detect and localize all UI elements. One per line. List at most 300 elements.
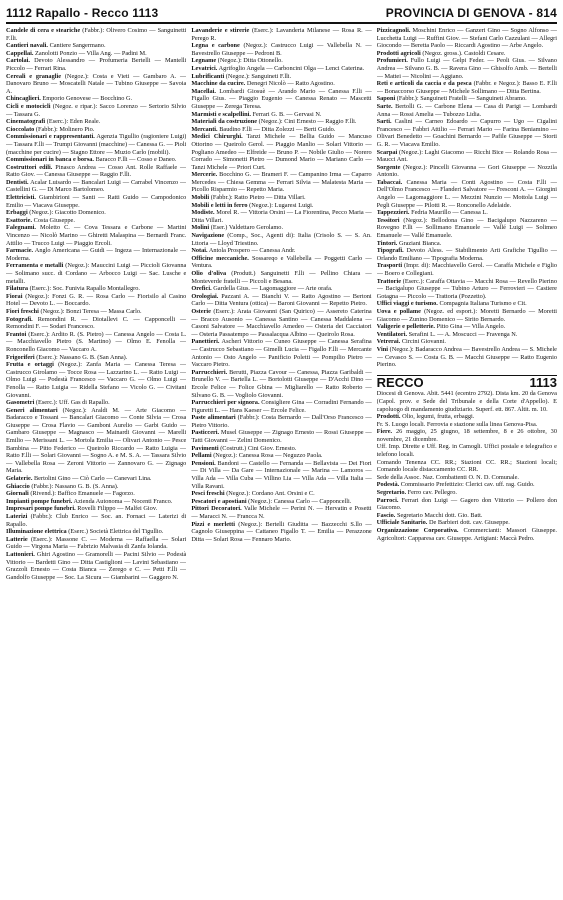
directory-entry bbox=[191, 202, 371, 210]
entry-heading: Sarte. bbox=[376, 102, 393, 110]
entry-text: (Comp., Soc., Agenti di): Italia (Crisolo S. — S. An. Lttoria — Lloyd Triestino. bbox=[191, 232, 372, 247]
recco-heading bbox=[376, 374, 557, 390]
entry-heading: Lavanderie e stirerie bbox=[191, 27, 250, 34]
entry-text: Valle Michele — Perini N. — Hervatin e Posetti — Maracci N. — Francca N. bbox=[191, 505, 372, 520]
entry-heading: Vini bbox=[376, 345, 388, 353]
entry-heading: Trasporti bbox=[376, 262, 403, 270]
entry-text: (Negoz. ed esport.): Moretti Bernardo — Moretti Giacomo — Zunino Domenico — Sirito Bernardo. bbox=[376, 307, 557, 323]
directory-entry bbox=[6, 316, 186, 331]
entry-heading: Parrucchieri per signora. bbox=[191, 399, 260, 407]
entry-heading: Fotografi. bbox=[6, 315, 33, 323]
directory-entry bbox=[377, 247, 557, 262]
entry-text: (Fabbr.): Ratto Pietro — Ditta Villari. bbox=[210, 194, 306, 202]
header-rule bbox=[6, 22, 557, 24]
entry-text: Musel Giuseppe — Zignago Ernesto — Rossi Giuseppe — Tatti Giovanni — Zelini Domenico. bbox=[191, 429, 372, 445]
entry-heading: Pescatori e apostiani bbox=[191, 497, 247, 505]
entry-text: Circini Giovanni. bbox=[401, 338, 446, 346]
directory-entry bbox=[6, 505, 186, 513]
entry-text: Fedria Maurillo — Canessa L. bbox=[411, 209, 488, 217]
entry-heading: Lubrificanti bbox=[191, 72, 225, 80]
entry-text: (Negoz.): Ditta Ottonello. bbox=[217, 57, 283, 65]
entry-heading: Tabaccai. bbox=[376, 178, 403, 186]
entry-text: Agenzia Tigullio (ragioniere Luigi) — Tassara F.lli — Trumpi Giovanni (macchine) — Canessa G. — Pioli (macchine per cucire) — Stagno Ettore — Muzio Carlo (mobili). bbox=[6, 133, 187, 156]
directory-entry bbox=[191, 498, 371, 506]
entry-text: (Eserc.): Nassano G. B. (San Anna). bbox=[36, 353, 128, 361]
entry-heading: Pasticceri. bbox=[191, 429, 220, 437]
directory-entry bbox=[191, 232, 371, 247]
directory-entry bbox=[377, 118, 557, 148]
entry-heading: Parroci. bbox=[376, 496, 399, 504]
directory-entry bbox=[377, 103, 557, 118]
entry-text: Azienda Autonoma — Nocenti Franco. bbox=[73, 497, 173, 505]
entry-heading: Scarpai bbox=[376, 148, 398, 156]
directory-entry bbox=[191, 209, 371, 224]
directory-entry bbox=[6, 407, 186, 475]
entry-heading: Modiste. bbox=[191, 209, 215, 217]
entry-heading: Reti e articoli da caccia e da pesca bbox=[376, 80, 472, 88]
column-1 bbox=[6, 27, 186, 895]
entry-heading: Medici Chirurghi. bbox=[191, 133, 243, 141]
directory-entry bbox=[377, 262, 557, 277]
directory-entry bbox=[6, 103, 186, 118]
entry-heading: Falegnami. bbox=[6, 224, 36, 232]
entry-heading: Cantieri navali. bbox=[6, 42, 48, 50]
column-3 bbox=[377, 27, 557, 895]
entry-text: Gardella Gius. — Lagomaggiore — Arte orafa. bbox=[213, 285, 333, 293]
entry-text: (Negoz.): Pincelli Giovanna — Gori Giuseppe — Nozzila Antonio. bbox=[376, 163, 557, 179]
entry-text: Moletto C. — Cova Tessara e Carbone — Martini Vincenzo — Nicolò Marino — Ghiretti Malaspina — Bernardi Franc. Attilio — Trucco Luigi — Piaggio Ercoli. bbox=[6, 224, 187, 247]
entry-text: Pazzani A. — Bianchi V. — Ratto Agostino — Bertoni Carlo — Ditta Ventura (ottica) — Baroni Giovanni — Repetto Pietro. bbox=[191, 292, 372, 308]
directory-entry bbox=[6, 126, 186, 134]
entry-text: Commissario Prefettizio: Clerici cav. uff. rag. Guido. bbox=[400, 481, 535, 489]
directory-entry bbox=[191, 308, 371, 338]
directory-entry bbox=[6, 354, 186, 362]
directory-entry bbox=[6, 293, 186, 308]
directory-entry bbox=[191, 460, 371, 490]
entry-heading: Chincaglieri. bbox=[6, 95, 41, 103]
entry-heading: Sorgente bbox=[376, 163, 401, 171]
entry-heading: Cioccolato bbox=[6, 125, 35, 133]
entry-heading: Pellami bbox=[191, 452, 212, 460]
recco-title: RECCO bbox=[376, 374, 424, 390]
entry-heading: Frigoriferi bbox=[6, 353, 35, 361]
entry-text: (Eserc.): Arata Giovanni (San Quirico) — Assereto Caterina — Bracco Ausonio — Canessa Santino — Canessa Maddalena — Casoni Salvatore — Macchiavello Amedeo — Osteria dei Cacciatori — Osteria Passatempo — Passalacqua Albino — Queirolo Rosa. bbox=[191, 307, 372, 338]
entry-heading: Latterie bbox=[6, 535, 28, 543]
directory-entry bbox=[6, 551, 186, 581]
directory-entry bbox=[377, 527, 557, 542]
entry-text: Acalar Luisardo — Bancalari Luigi — Carrabel Vincenzo — Castellini G. — Di Marco Bartolomeo. bbox=[6, 178, 187, 194]
directory-entry bbox=[191, 118, 371, 126]
entry-text: Compagnia Italiana Turismo e Cit. bbox=[439, 300, 527, 308]
entry-heading: Navigazione bbox=[191, 232, 225, 240]
entry-heading: Fascio. bbox=[376, 511, 396, 519]
entry-text: Pitto Gina — Villa Angelo. bbox=[436, 323, 506, 331]
entry-heading: Prodotti agricoli bbox=[376, 49, 421, 57]
entry-text: (Negoz.): Bonzi Teresa — Massa Carlo. bbox=[40, 307, 142, 315]
entry-heading: Elettricisti. bbox=[6, 194, 36, 202]
entry-heading: Uffici viaggi e turismo. bbox=[376, 300, 438, 308]
directory-entry bbox=[191, 57, 371, 65]
entry-text: Baudino F.lli — Ditta Zolezzi — Berti Guido. bbox=[219, 125, 336, 133]
entry-text: Ferrari G. B. — Gervasi N. bbox=[252, 110, 322, 118]
entry-heading: Ferramenta e metalli bbox=[6, 262, 64, 270]
entry-heading: Tintori. bbox=[376, 239, 398, 247]
directory-entry bbox=[377, 57, 557, 80]
entry-heading: Filatura bbox=[6, 285, 29, 293]
recco-code: 1113 bbox=[529, 374, 557, 390]
directory-entry bbox=[377, 308, 557, 323]
entry-text: Ferro cav. Pellegro. bbox=[407, 489, 457, 497]
entry-text: Moschini Enrico — Ganzeri Gino — Sogno Alfonso — Lucchetta Luigi — Ruffini Giov. — Stefani Carlo Cazzulani — Allegri Giocondo — Beretta Paolo — Riccardi Agostino — Arbe Angelo. bbox=[376, 27, 557, 50]
entry-heading: Ventilatori. bbox=[376, 330, 408, 338]
entry-text: Berutti, Piazza Cavour — Canessa, Piazza Garibaldi — Brunello V. — Bartella L. — Bortolotti Giuseppe — D'Acchi Dino — Ercole Felice — Folice Gbina — Migliarello — Ratto Roberto — Silvano G. B. — Vogliolo Giovanni. bbox=[191, 368, 372, 399]
entry-heading: Profumieri. bbox=[376, 57, 408, 65]
entry-heading: Parrucchieri. bbox=[191, 368, 228, 376]
entry-text: Devoto Aless. — Stabilimento Arti Grafiche Tigullio — Orlando Emiliano — Tipografia Moderna. bbox=[376, 247, 557, 262]
entry-text: Agrifoglio Angela — Carboncini Olga — Lenci Caterina. bbox=[218, 64, 365, 72]
entry-heading: Notai. bbox=[191, 247, 208, 255]
entry-heading: Saponi bbox=[376, 95, 396, 103]
entry-text: (Eserc.): Soc. Funivia Rapallo Montallegro. bbox=[29, 285, 140, 293]
entry-heading: Trattorie bbox=[376, 277, 402, 285]
entry-text: Bandoni — Castello — Fernanda — Bellavista — Dei Fiori — Di Villa — Da Gare — Internazionale — Marina — Lamoros — Villa Ada — Villa Cuba — Villino Lia — Villa Ada — Villa Italia — Villa Ravani. bbox=[191, 459, 372, 490]
directory-entry bbox=[377, 338, 557, 346]
entry-heading: Illuminazione elettrica bbox=[6, 528, 67, 536]
entry-text: Ascheri Vittorio — Cuneo Giuseppe — Canessa Serafina — Castrucco Sebastiano — Gimelli Lucia — Figallo F.lli — Mercante Antonio — Osto Angelo — Panificio Poletti — Pompilio Pietro — Vaccaro Pietro. bbox=[191, 338, 372, 369]
directory-entry bbox=[377, 443, 557, 458]
directory-entry bbox=[191, 445, 371, 453]
directory-entry bbox=[191, 88, 371, 111]
directory-entry bbox=[191, 293, 371, 308]
directory-entry bbox=[377, 459, 557, 474]
entry-text: (Negoz.): Costa e Vieti — Gambaro A. — Danovaro Bruno — Moscatelli Natale — Tubino Giuseppe — Savoia A. bbox=[6, 72, 187, 95]
entry-heading: Tappezzieri. bbox=[376, 209, 410, 217]
directory-entry bbox=[191, 255, 371, 270]
directory-entry bbox=[6, 490, 186, 498]
directory-entry bbox=[6, 224, 186, 247]
entry-text: (Eserc.): Massone C. — Moderna — Raffaella — Solari Guido — Virgona Maria — Fabrizio Malvasia di Zanfa Iolanda. bbox=[6, 535, 187, 551]
directory-entry bbox=[6, 42, 186, 50]
entry-heading: Podestà. bbox=[376, 481, 400, 489]
directory-entry bbox=[377, 278, 557, 301]
directory-entry bbox=[191, 111, 371, 119]
directory-entry bbox=[377, 413, 557, 421]
directory-entry bbox=[377, 489, 557, 497]
directory-entry bbox=[6, 285, 186, 293]
entry-heading: Frutta e ortaggi bbox=[6, 361, 54, 369]
entry-text: Baracco F.lli — Cosso e Daneo. bbox=[95, 156, 177, 164]
entry-heading: Impianti pompe funebri. bbox=[6, 497, 73, 505]
entry-text: (Negoz.): Araldi M. — Arte Giacomo — Badaracco e Tossani — Bancalari Giacomo — Conte Silvia — Crosa Giuseppe — Crosa Flavio — Gamboni Aurelio — Garbi Guido — Gambaro Giuseppe — Magnasco — Mainardi Giovanni — Marelli Emilio — Merissani L. — Mortola Emilia — Olivari Antonio — Pesce Bambina — Pitto Federico — Queirolo Riccardo — Ratto Luigia — Ratto F.lli — Solari Giovanni — Sogno A. e M. S. A. — Tassara Silvio — Vallebella Rosa — Zeroni Vittorio — Zannovaro G. — Zignago Maria. bbox=[6, 406, 187, 475]
directory-entry bbox=[191, 42, 371, 57]
entry-text: (Eserc.): Lavanderia Milanese — Rosa R. — Perego R. bbox=[191, 27, 372, 42]
entry-heading: Mobili e letti in ferro bbox=[191, 201, 248, 209]
entry-text: (Negoz. gross.). Castoldi Cesare. bbox=[422, 49, 506, 57]
entry-heading: Fiere. bbox=[376, 428, 393, 436]
directory-entry bbox=[191, 224, 371, 232]
entry-text: (Fabbr.): Club Enrico — Soc. an. Fornaci — Laterizi di Rapallo. bbox=[6, 513, 187, 528]
entry-text: Olio, legumi, frutta, erbaggi. bbox=[402, 413, 475, 421]
directory-entry bbox=[6, 179, 186, 194]
directory-entry bbox=[191, 338, 371, 368]
directory-entry bbox=[6, 209, 186, 217]
entry-text: (Negoz.): Giacotto Domenico. bbox=[29, 209, 106, 217]
directory-entry bbox=[6, 528, 186, 536]
directory-entry bbox=[6, 27, 186, 42]
entry-text: Devoto Alessandro — Profumeria Bertelli — Mantelli Piccolo — Ferrari Rina. bbox=[6, 57, 187, 72]
entry-text: (Fabbr.): Olivero Cosimo — Sanguinetti F.lli. bbox=[6, 27, 187, 42]
entry-text: Serafini L. — A. Moscucci — Fravenga N. bbox=[408, 330, 518, 338]
entry-text: (Fabbr.): Costa Bernardo — Dall'Orso Francesco — Pietro Vittorio. bbox=[191, 414, 372, 429]
entry-text: Giambirioni — Santi — Ratti Guido — Campodonico Emilio — Viacava Giuseppe. bbox=[6, 194, 187, 209]
entry-text: (Negoz. e ripar.): Sacco Lorenzo — Sertorio Silvio — Tassara G. bbox=[6, 102, 187, 118]
entry-text: Bertolli G. — Carbone Elena — Casa di Parigi — Lombardi Anna — Rossi Amelia — Tubozzo Lidia. bbox=[376, 102, 557, 118]
directory-entry bbox=[377, 421, 557, 429]
entry-heading: Erbaggi bbox=[6, 209, 28, 217]
entry-text: (Negoz.): Bertelli Giuditta — Bazzecchi S.llo — Cagnolo Giuseppina — Cattaneo Figallo T. — Emilia — Perazzone Ditta — Solari Rosa — Fennaro Mario. bbox=[191, 520, 372, 543]
entry-text: (Negoz.): Bellodona Gino — Bacigalupo Nazzareno — Rovegno F.lli — Sollimano Emanuele — Vallé Luigi — Solimeo Emanuele — Vallé Emanuele. bbox=[376, 216, 557, 240]
entry-heading: Olio d'oliva bbox=[191, 270, 227, 277]
entry-heading: Commissionari e rappresentanti. bbox=[6, 133, 95, 141]
directory-entry bbox=[6, 308, 186, 316]
entry-heading: Gasometri bbox=[6, 399, 35, 407]
directory-entry bbox=[191, 247, 371, 255]
entry-heading: Tessitori bbox=[376, 216, 400, 224]
entry-text: Emporio Genovese — Bocchino G. bbox=[42, 95, 133, 103]
directory-entry bbox=[6, 57, 186, 72]
directory-entry bbox=[6, 331, 186, 354]
header-left: 1112 Rapallo - Recco 1113 bbox=[6, 6, 159, 20]
entry-text: (Negoz.): Cini Ernesto — Raggio F.lli. bbox=[258, 118, 357, 126]
entry-heading: Macchine da cucire. bbox=[191, 80, 246, 88]
entry-heading: Cicli e motocicli bbox=[6, 102, 51, 110]
entry-text: (Negoz.): Zanfa Maria — Canessa Teresa — Castrucco Girolamo — Tocce Rosa — Lazzarino L. — Ratto Luigi — Olmo Luigi — Podestà Francesco — Vaccaro G. — Olmo Luigi — Fenolla — Ratto Luigia — Ridella Stefano — Vicolo G. — Civitani Giovanni. bbox=[6, 361, 187, 399]
directory-entry bbox=[377, 497, 557, 512]
directory-entry bbox=[191, 126, 371, 134]
entry-heading: Dentisti. bbox=[6, 178, 29, 186]
directory-entry bbox=[377, 346, 557, 369]
directory-entry bbox=[191, 490, 371, 498]
entry-heading: Osterie bbox=[191, 307, 211, 315]
entry-text: (Fabbr.): Molinero Pio. bbox=[35, 125, 95, 133]
entry-text: (Negoz.): Fonzi G. R. — Rosa Carlo — Fiorisilo al Casino Hotel — Devoto L. — Boccardo. bbox=[6, 292, 187, 308]
directory-entry bbox=[191, 171, 371, 194]
entry-text: (Fabbr. e Negoz.): Basso E. F.lli — Bonaccorso Giuseppe — Michele Sollimano — Ditta Bertina. bbox=[376, 80, 557, 95]
entry-heading: Prodotti. bbox=[376, 413, 401, 421]
column-2 bbox=[191, 27, 371, 895]
directory-entry bbox=[191, 285, 371, 293]
entry-text: De Barbieri dott. cav. Giuseppe. bbox=[428, 519, 510, 527]
entry-text: (Eserc.) Società Elettrica del Tigullio. bbox=[68, 528, 164, 536]
entry-text: (Fabbr.): Sanguineti Fratelli — Sanguineti Abramo. bbox=[396, 95, 527, 103]
directory-entry bbox=[191, 414, 371, 429]
entry-text: (Fabbr.): Nassano G. B. (S. Anna). bbox=[31, 482, 119, 490]
entry-text: Ferrari don Luigi — Gagero don Vittorio — Pollero don Giacomo. bbox=[376, 496, 557, 512]
entry-heading: Ufficiale Sanitario. bbox=[376, 519, 428, 527]
entry-text: (Negoz.): Lugaresi Luigi. bbox=[249, 201, 314, 209]
directory-entry bbox=[6, 513, 186, 528]
entry-text: Sossareqo e Vallebella — Poggetti Carlo — Ventura. bbox=[191, 254, 372, 270]
entry-heading: Macellai. bbox=[191, 87, 216, 95]
header-right: PROVINCIA DI GENOVA - 814 bbox=[385, 6, 557, 20]
directory-entry bbox=[6, 217, 186, 225]
entry-heading: Pizzicagnoli. bbox=[376, 27, 411, 34]
directory-entry bbox=[191, 194, 371, 202]
entry-heading: Fiori freschi bbox=[6, 307, 39, 315]
directory-entry bbox=[6, 247, 186, 262]
entry-heading: Orologiai. bbox=[191, 292, 219, 300]
entry-heading: Vetrerai. bbox=[376, 338, 401, 346]
entry-text: (Eserc.): Eden Reale. bbox=[46, 118, 101, 126]
entry-heading: Valigerie e pelletterie. bbox=[376, 323, 435, 331]
entry-heading: Laterizi bbox=[6, 513, 28, 520]
entry-text: Costa Giuseppe. bbox=[33, 216, 75, 224]
entry-heading: Officine meccaniche. bbox=[191, 254, 249, 262]
entry-heading: Giornali bbox=[6, 490, 29, 498]
entry-text: Denegri Nicolò — Ratto Agostino. bbox=[246, 80, 335, 88]
entry-text: (Negoz.): Cordano Ant. Orsini e C. bbox=[226, 490, 315, 498]
directory-entry bbox=[191, 65, 371, 73]
entry-heading: Uova e pollame bbox=[376, 307, 421, 315]
entry-text: Bertolini Gino — Ciò Carlo — Canevari Lina. bbox=[33, 475, 152, 483]
entry-heading: Cinematografi bbox=[6, 118, 46, 126]
entry-heading: Levatrici. bbox=[191, 64, 218, 72]
entry-heading: Pizzi e merletti bbox=[191, 520, 235, 528]
entry-heading: Cartolai. bbox=[6, 57, 30, 65]
entry-heading: Candele di cera e steariche bbox=[6, 27, 81, 34]
directory-entry bbox=[6, 50, 186, 58]
directory-entry bbox=[191, 73, 371, 81]
entry-text: Fullo Luigi — Gelpi Feder. — Peoli Gius. — Silvano Andrea — Silvano G. B. — Ravera Gino — Ghisolfo Amb. — Bertelli — Mattei — Nicolini — Aggiano. bbox=[376, 57, 557, 80]
entry-text: (Negoz.): Laghi Giacomo — Ricchi Bice — Rolando Rosa — Maucci Ant. bbox=[376, 148, 557, 164]
entry-text: Rovelli Filippo — Malfei Giov. bbox=[77, 505, 158, 513]
directory-entry bbox=[6, 361, 186, 399]
entry-text: (Eserc.): Ardito R. (S. Pietro) — Canessa Angelo — Costa L. — Macchiavello Pietro (S. Martino) — Olmo E. Fenolla — Ronconello Giacomo — Vaccaro A. bbox=[6, 330, 187, 353]
entry-heading: Mercanti. bbox=[191, 125, 218, 133]
entry-heading: Orefici. bbox=[191, 285, 212, 293]
directory-entry bbox=[191, 452, 371, 460]
entry-heading: Pesci freschi bbox=[191, 490, 225, 498]
entry-heading: Mercerie. bbox=[191, 171, 218, 179]
entry-text: (Produtt.) Sanguinetti F.lli — Pellino Chiara — Monteverde fratelli — Piccoli e Besana. bbox=[191, 270, 372, 285]
directory-entry bbox=[191, 521, 371, 544]
directory-entry bbox=[191, 133, 371, 171]
directory-entry bbox=[377, 428, 557, 443]
entry-text: (Rivend.): Baffico Emanuele — Fagorzo. bbox=[30, 490, 135, 498]
entry-text: Comando Tenenza CC. RR.; Stazioni CC. RR.; Stazioni locali; Comando locale distaccamento CC. RR. bbox=[376, 458, 557, 474]
entry-text: Segretario Macchi dott. Gio. Batt. bbox=[396, 511, 483, 519]
directory-entry bbox=[191, 369, 371, 399]
entry-text: Ghiri Agostino — Gramorelli — Pacini Silvio — Podestà Vittorio — Bardetti Gino — Ditta Castiglioni — Lavini Sebastiano — Grazzoli Ernesto — Costa Bianca — Zerego e C. — Petti F.lli — Gandolfo Giuseppe — Soc. La Sicura — Giambarini — Gaggero N. bbox=[6, 550, 187, 581]
entry-heading: Organizzazione Corporativa. bbox=[376, 527, 459, 534]
entry-text: Commercianti: Massori Giuseppe. Agricoltori: Capparesa cav. Giuseppe. Artigiani: Maccà Pedro. bbox=[376, 527, 557, 542]
directory-entry bbox=[377, 331, 557, 339]
entry-heading: Mobili bbox=[191, 194, 210, 202]
directory-entry bbox=[377, 481, 557, 489]
directory-entry bbox=[6, 73, 186, 96]
entry-heading: Materiali da costruzione bbox=[191, 118, 258, 126]
entry-text: (Negoz.): Mauccini Luigi — Piccioli Giovanna — Solimano succ. di Cordano — Arbocco Luigi — Sac. Lusche e metalli. bbox=[6, 262, 187, 285]
entry-text: Zanolotti Ponzio — Villa Ang. — Padini M. bbox=[35, 49, 147, 57]
directory-entry bbox=[6, 118, 186, 126]
entry-text: Anglo Americana — Guidi — Ingeza — Internazionale — Moderna. bbox=[6, 247, 187, 262]
entry-text: Fr. S. Luogo locali. Ferrovia e stazione sulla linea Genova-Pisa. bbox=[376, 420, 538, 428]
directory-entry bbox=[6, 133, 186, 156]
entry-heading: Farmacie. bbox=[6, 247, 34, 255]
entry-heading: Paste alimentari bbox=[191, 414, 236, 422]
directory-entry bbox=[6, 399, 186, 407]
directory-entry bbox=[377, 80, 557, 95]
directory-entry bbox=[377, 149, 557, 164]
entry-text: (Negoz.): Canessa Rosa — Neguzzo Paola. bbox=[213, 452, 323, 460]
entry-text: (Impr. di): Macchiavello Gerol. — Caraffa Michele e Figlio — Boero e Collegiani. bbox=[376, 262, 557, 277]
entry-text: Tanzi Michele — Bellia Guido — Mancuso Ottorino — Queirolo Gerol. — Piaggio Manlio — Solari Vittorio — Pogliano Amedeo — Elfreide — Bruno P. — Nobile Giulio — Norero Corrado — Simonetti Pietro — Dumond Mario — Mariano Carlo — Tanzi Michele — Priori Curt. bbox=[191, 133, 372, 171]
directory-entry bbox=[191, 429, 371, 444]
directory-entry bbox=[377, 300, 557, 308]
directory-entry bbox=[6, 498, 186, 506]
directory-entry bbox=[377, 323, 557, 331]
entry-text: Graziani Bianca. bbox=[398, 239, 442, 247]
directory-entry bbox=[377, 240, 557, 248]
directory-entry bbox=[377, 519, 557, 527]
directory-entry bbox=[191, 80, 371, 88]
directory-entry bbox=[6, 95, 186, 103]
directory-entry bbox=[191, 505, 371, 520]
entry-text: (Negoz.): Badaracco Andrea — Bavestrello Andrea — S. Michele — Cevasco S. — Costa G. B. — Macchi Giuseppe — Ratto Eugenio Pierino. bbox=[376, 345, 557, 369]
directory-entry bbox=[6, 194, 186, 209]
entry-heading: Impresari pompe funebri. bbox=[6, 505, 76, 513]
directory-entry bbox=[377, 179, 557, 209]
directory-entry bbox=[6, 536, 186, 551]
entry-heading: Ghiaccio bbox=[6, 482, 30, 490]
entry-heading: Pavimenti bbox=[191, 444, 219, 452]
entry-text: Morel R. — Vittoria Orsini — La Fiorentina, Pecco Maria — Ditta Villari. bbox=[191, 209, 372, 224]
entry-text: (Negoz.): Castrucco Luigi — Vallebella N. — Bavestrello Giuseppe — Pedroni B. bbox=[191, 42, 372, 57]
directory-entry bbox=[191, 27, 371, 42]
directory-entry bbox=[377, 95, 557, 103]
entry-heading: Fiorai bbox=[6, 292, 23, 300]
entry-heading: Marmisti e scalpellini. bbox=[191, 110, 251, 118]
entry-heading: Esattorie. bbox=[6, 216, 33, 224]
entry-text: (Eserc.): Caraffa Ottavia — Macchi Rosa — Revello Pierino — Bacigalupo Giuseppe — Tubino Arturo — Ferrovieri — Castiere Gotagna — Piccolo — Trattoria (Pozzetto). bbox=[376, 277, 557, 300]
entry-heading: Pittori Decoratori. bbox=[191, 505, 242, 513]
entry-heading: Sarti. bbox=[376, 118, 392, 126]
entry-heading: Pensioni. bbox=[191, 459, 216, 467]
directory-entry bbox=[191, 399, 371, 414]
entry-heading: Frantoi bbox=[6, 330, 27, 338]
directory-entry bbox=[377, 474, 557, 482]
directory-entry bbox=[6, 262, 186, 285]
entry-text: (Negoz.): Sanguineti F.lli. bbox=[225, 72, 292, 80]
entry-text: Sede della Assoc. Naz. Combattenti O. N. D. Comunale. bbox=[376, 473, 520, 481]
directory-entry bbox=[377, 390, 557, 413]
entry-heading: Lattonieri. bbox=[6, 550, 35, 558]
entry-heading: Panettieri. bbox=[191, 338, 220, 346]
entry-heading: Molini bbox=[191, 224, 210, 232]
entry-heading: Generi alimentari bbox=[6, 406, 58, 414]
entry-heading: Tipografi. bbox=[376, 247, 404, 255]
entry-text: Remondini R. — Diotallevi C. — Capponcelli — Remondini F. — Sodari Francesco. bbox=[6, 315, 187, 331]
entry-heading: Legname bbox=[191, 57, 217, 65]
entry-heading: Cereali e granaglie bbox=[6, 72, 62, 80]
entry-text: Antola Prospero — Canessa Andr. bbox=[208, 247, 296, 255]
directory-entry bbox=[377, 209, 557, 217]
directory-entry bbox=[377, 164, 557, 179]
entry-heading: Segretario. bbox=[376, 489, 407, 497]
directory-entry bbox=[377, 27, 557, 50]
columns bbox=[6, 27, 557, 895]
entry-text: Diocesi di Genova. Abit. 5441 (ecentro 2792). Dista km. 20 da Genova (Capol. prov. e Sede del Tribunale e della Corte d'Appello). E capoluogo di mandamento giudiziario. Superf. ett. 867. Altit. m. 10. bbox=[376, 390, 557, 413]
